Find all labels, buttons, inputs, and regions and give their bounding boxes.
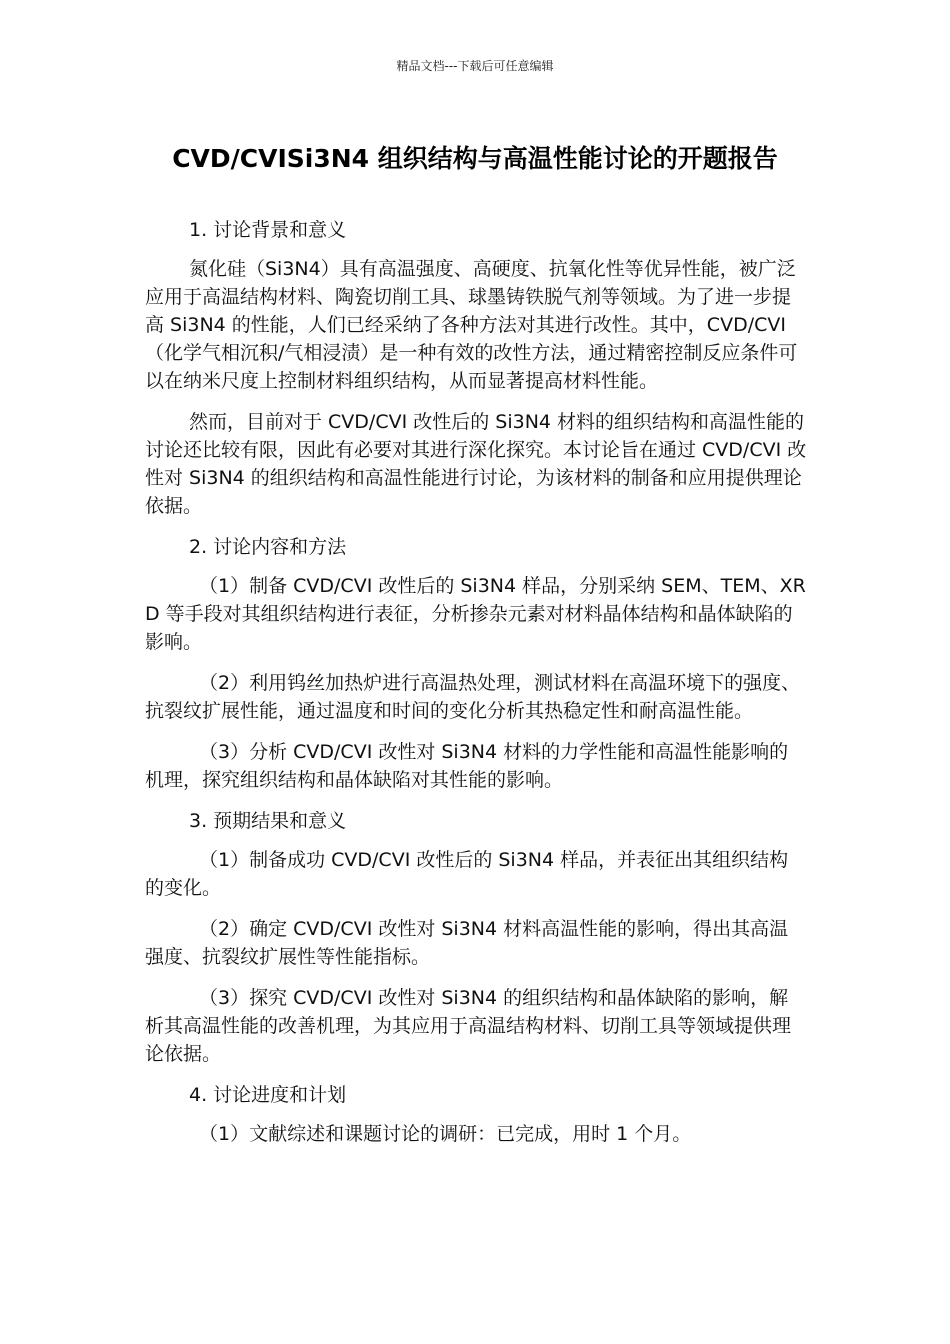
methods-item-2: （2）利用钨丝加热炉进行高温热处理，测试材料在高温环境下的强度、抗裂纹扩展性能，通过温度和时间的变化分析其热稳定性和耐高温性能。	[145, 672, 801, 722]
paragraph-background-2: 然而，目前对于 CVD/CVI 改性后的 Si3N4 材料的组织结构和高温性能的讨论还比较有限，因此有必要对其进行深化探究。本讨论旨在通过 CVD/CVI 改性对 Si3N4 的组织结构和高温性能进行讨论，为该材料的制备和应用提供理论依据。	[145, 411, 807, 517]
header-note: 精品文档---下载后可任意编辑	[396, 59, 554, 73]
results-item-2: （2）确定 CVD/CVI 改性对 Si3N4 材料高温性能的影响，得出其高温强度、抗裂纹扩展性等性能指标。	[145, 918, 789, 968]
section-heading-results: 3. 预期结果和意义	[189, 810, 347, 832]
results-item-1: （1）制备成功 CVD/CVI 改性后的 Si3N4 样品，并表征出其组织结构的变化。	[145, 849, 789, 899]
document-body	[145, 216, 807, 1161]
section-heading-schedule: 4. 讨论进度和计划	[189, 1084, 347, 1106]
section-heading-methods: 2. 讨论内容和方法	[189, 536, 347, 558]
document-title: CVD/CVISi3N4 组织结构与高温性能讨论的开题报告	[172, 144, 778, 173]
methods-item-1: （1）制备 CVD/CVI 改性后的 Si3N4 样品，分别采纳 SEM、TEM、XRD 等手段对其组织结构进行表征，分析掺杂元素对材料晶体结构和晶体缺陷的影响。	[145, 575, 806, 653]
paragraph-background-1: 氮化硅（Si3N4）具有高温强度、高硬度、抗氧化性等优异性能，被广泛应用于高温结构材料、陶瓷切削工具、球墨铸铁脱气剂等领域。为了进一步提高 Si3N4 的性能，人们已经采纳了各种方法对其进行改性。其中，CVD/CVI（化学气相沉积/气相浸渍）是一种有效的改性方法，通过精密控制反应条件可以在纳米尺度上控制材料组织结构，从而显著提高材料性能。	[145, 258, 798, 392]
section-heading-background: 1. 讨论背景和意义	[189, 219, 347, 241]
methods-item-3: （3）分析 CVD/CVI 改性对 Si3N4 材料的力学性能和高温性能影响的机理，探究组织结构和晶体缺陷对其性能的影响。	[145, 741, 789, 791]
results-item-3: （3）探究 CVD/CVI 改性对 Si3N4 的组织结构和晶体缺陷的影响，解析其高温性能的改善机理，为其应用于高温结构材料、切削工具等领域提供理论依据。	[145, 987, 792, 1065]
schedule-item-1: （1）文献综述和课题讨论的调研：已完成，用时 1 个月。	[199, 1123, 692, 1145]
